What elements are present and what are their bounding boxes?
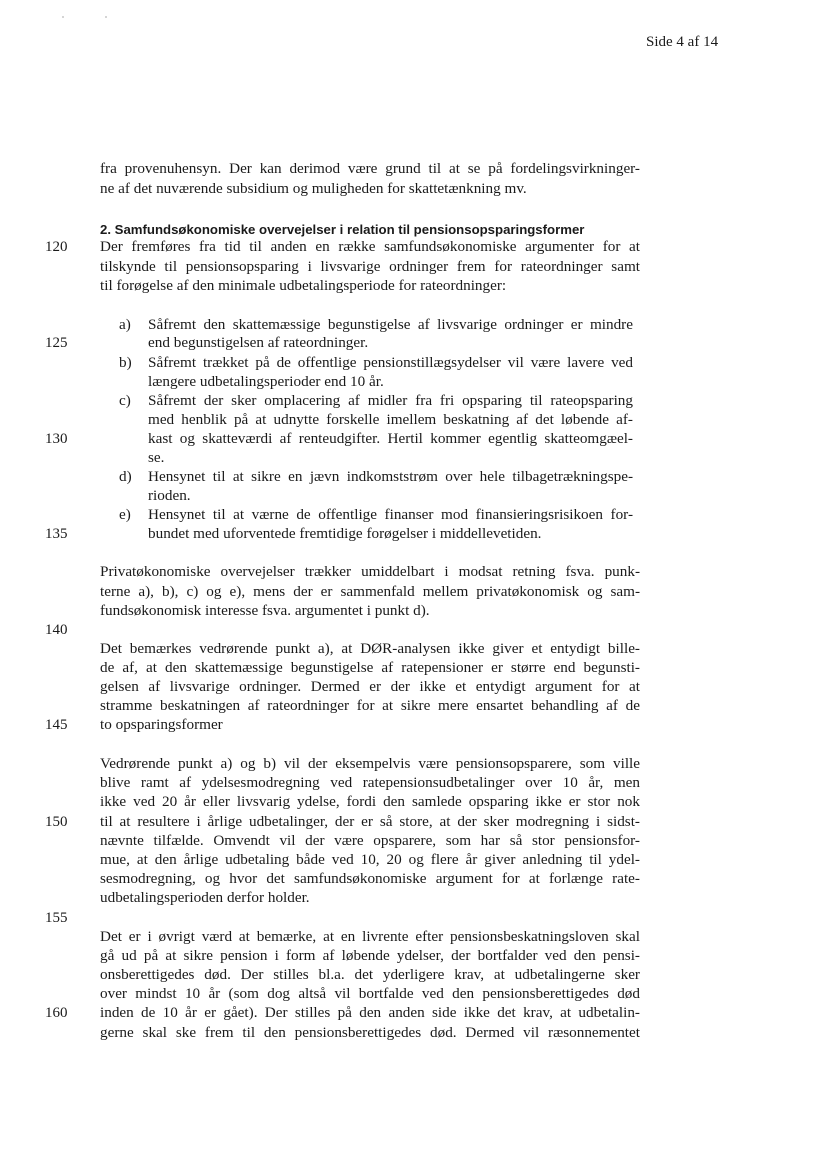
line-number: 140 [45,622,68,638]
text-line: Hensynet til at værne de offentlige finanser mod finansieringsrisikoen for- [148,506,633,523]
text-line: til at resultere i årlige udbetalinger, der er så store, at der sker modregning i sidst- [100,813,640,830]
text-line: over mindst 10 år (som dog altså vil bortfalde ved den pensionsberettigedes død [100,985,640,1002]
line-number: 145 [45,717,68,733]
text-line: Såfremt den skattemæssige begunstigelse af livsvarige ordninger er mindre [148,316,633,333]
text-line: inden de 10 år er gået). Der stilles på den anden side ikke det krav, at udbetalin- [100,1004,640,1021]
text-line: nævnte tilfælde. Omvendt vil der være opsparere, som har så stor pensionsfor- [100,832,640,849]
text-line: Det bemærkes vedrørende punkt a), at DØR-analysen ikke giver et entydigt bille- [100,640,640,657]
line-number: 125 [45,335,68,351]
line-number: 135 [45,526,68,542]
line-number: 155 [45,910,68,926]
text-line: fra provenuhensyn. Der kan derimod være grund til at se på fordelingsvirkninger- [100,160,640,177]
text-line: end begunstigelsen af rateordninger. [148,334,369,351]
text-line: onsberettigedes død. Der stilles bl.a. det yderligere krav, at udbetalingerne sker [100,966,640,983]
text-line: ikke ved 20 år eller livsvarig ydelse, fordi den samlede opsparing ikke er stor nok [100,793,640,810]
text-line: rioden. [148,487,191,504]
text-line: kast og skatteværdi af renteudgifter. Hertil kommer egentlig skatteomgæel- [148,430,633,447]
text-line: til forøgelse af den minimale udbetalingsperiode for rateordninger: [100,277,507,294]
list-marker: b) [119,354,132,371]
text-line: Det er i øvrigt værd at bemærke, at en livrente efter pensionsbeskatningsloven skal [100,928,640,945]
text-line: længere udbetalingsperioder end 10 år. [148,373,384,390]
line-number: 120 [45,239,68,255]
text-line: med henblik på at udnytte forskelle imellem beskatning af det løbende af- [148,411,633,428]
line-number: 150 [45,814,68,830]
text-line: stramme beskatningen af rateordninger for at sikre mere ensartet behandling af de [100,697,640,714]
text-line: Såfremt der sker omplacering af midler fra fri opsparing til rateopsparing [148,392,633,409]
line-number: 130 [45,431,68,447]
text-line: gå ud på at sikre pension i form af løbende ydelser, der bortfalder ved den pensi- [100,947,640,964]
text-line: to opsparingsformer [100,716,223,733]
text-line: ne af det nuværende subsidium og muligheden for skattetænkning mv. [100,180,527,197]
text-line: mue, at den årlige udbetaling både ved 10, 20 og flere år giver anledning til ydel- [100,851,640,868]
text-line: fundsøkonomisk interesse fsva. argumentet i punkt d). [100,602,430,619]
list-marker: e) [119,506,131,523]
text-line: blive ramt af ydelsesmodregning ved ratepensionsudbetalinger over 10 år, men [100,774,640,791]
text-line: Hensynet til at sikre en jævn indkomststrøm over hele tilbagetrækningspe- [148,468,633,485]
section-heading: 2. Samfundsøkonomiske overvejelser i relation til pensionsopsparingsformer [100,222,585,237]
text-line: de af, at den skattemæssige begunstigelse af ratepensioner er større end begunsti- [100,659,640,676]
text-line: se. [148,449,165,466]
scan-speck [62,16,64,18]
list-marker: d) [119,468,132,485]
text-line: Privatøkonomiske overvejelser trækker umiddelbart i modsat retning fsva. punk- [100,563,640,580]
list-marker: c) [119,392,131,409]
scan-speck [105,16,107,18]
text-line: bundet med uforventede fremtidige forøgelser i middellevetiden. [148,525,542,542]
text-line: Såfremt trækket på de offentlige pensionstillægsydelser vil være lavere ved [148,354,633,371]
list-marker: a) [119,316,131,333]
text-line: gerne skal ske frem til den pensionsberettigedes død. Dermed vil ræsonnementet [100,1024,640,1041]
line-number: 160 [45,1005,68,1021]
text-line: udbetalingsperioden derfor holder. [100,889,310,906]
text-line: terne a), b), c) og e), mens der er sammenfald mellem privatøkonomisk og sam- [100,583,640,600]
page-number: Side 4 af 14 [646,34,719,50]
text-line: gelsen af livsvarige ordninger. Dermed er der ikke et entydigt argument for at [100,678,640,695]
text-line: sesmodregning, og hvor det samfundsøkonomiske argument for at forlænge rate- [100,870,640,887]
text-line: Vedrørende punkt a) og b) vil der eksempelvis være pensionsopsparere, som ville [100,755,640,772]
text-line: Der fremføres fra tid til anden en række samfundsøkonomiske argumenter for at [100,238,640,255]
text-line: tilskynde til pensionsopsparing i livsvarige ordninger frem for rateordninger samt [100,258,640,275]
